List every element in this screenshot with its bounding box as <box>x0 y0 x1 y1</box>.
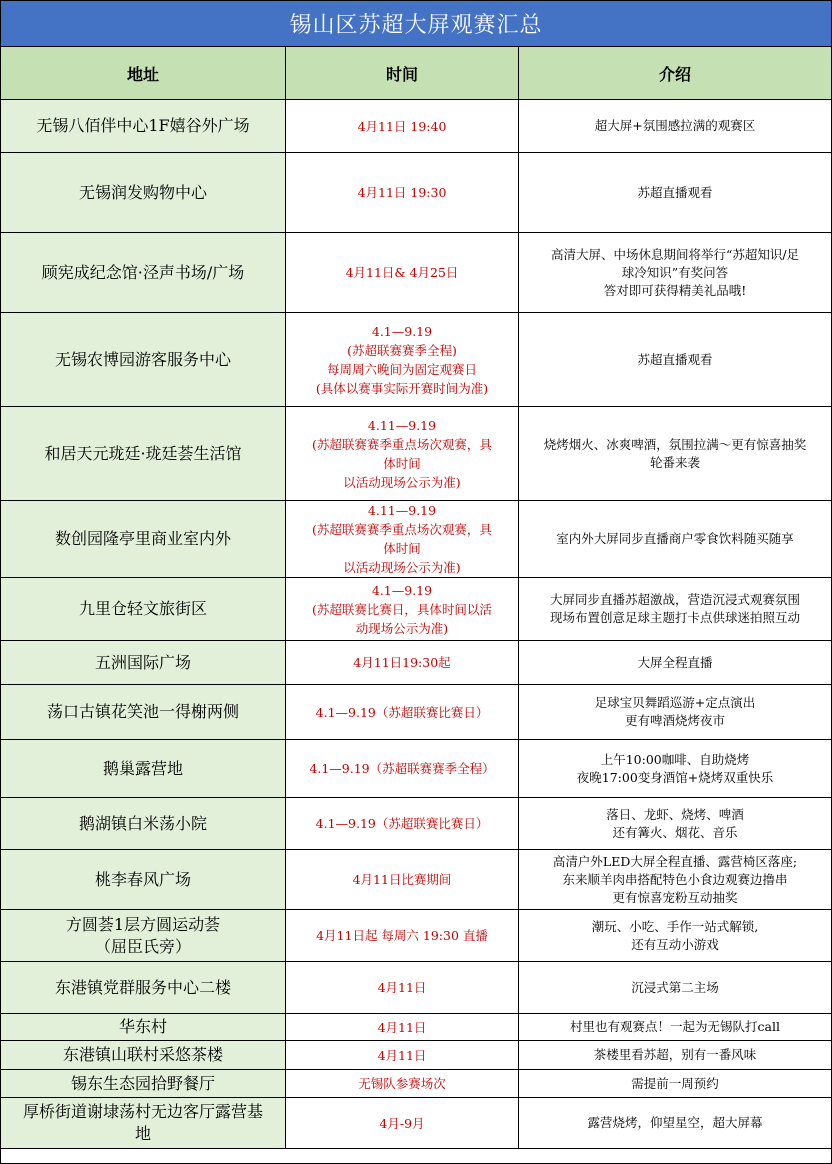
venue-address: 方圆荟1层方圆运动荟 （屈臣氏旁） <box>1 910 286 962</box>
venue-address: 和居天元珑廷·珑廷荟生活馆 <box>1 407 286 501</box>
venue-address: 东港镇山联村采悠茶楼 <box>1 1041 286 1070</box>
venue-time: 4月11日比赛期间 <box>286 850 519 910</box>
venue-time: 4月11日19:30起 <box>286 641 519 685</box>
venue-address: 东港镇党群服务中心二楼 <box>1 962 286 1014</box>
venue-time: 无锡队参赛场次 <box>286 1070 519 1098</box>
venue-time: 4月11日 19:40 <box>286 100 519 153</box>
venue-address: 无锡八佰伴中心1F嬉谷外广场 <box>1 100 286 153</box>
venue-intro: 潮玩、小吃、手作一站式解锁, 还有互动小游戏 <box>519 910 831 962</box>
venue-time: 4月11日 19:30 <box>286 153 519 233</box>
header-time: 时间 <box>286 47 519 100</box>
venue-intro: 足球宝贝舞蹈巡游+定点演出 更有啤酒烧烤夜市 <box>519 685 831 740</box>
venue-time: 4月11日 <box>286 962 519 1014</box>
header-intro: 介绍 <box>519 47 831 100</box>
venue-address: 鹅湖镇白米荡小院 <box>1 798 286 850</box>
venue-time: 4.1—9.19 (苏超联赛赛季全程) 每周周六晚间为固定观赛日 (具体以赛事实际开赛时间为准) <box>286 313 519 407</box>
venue-time: 4月11日 <box>286 1041 519 1070</box>
venue-address: 无锡润发购物中心 <box>1 153 286 233</box>
venue-time: 4.1—9.19 (苏超联赛比赛日，具体时间以活 动现场公示为准) <box>286 578 519 641</box>
venue-intro: 沉浸式第二主场 <box>519 962 831 1014</box>
venue-intro: 茶楼里看苏超，别有一番风味 <box>519 1041 831 1070</box>
venue-time: 4.1—9.19（苏超联赛比赛日） <box>286 798 519 850</box>
venue-intro: 烧烤烟火、冰爽啤酒，氛围拉满～更有惊喜抽奖 轮番来袭 <box>519 407 831 501</box>
venue-time: 4月11日起 每周六 19:30 直播 <box>286 910 519 962</box>
venue-time: 4月11日 <box>286 1014 519 1041</box>
venue-intro: 村里也有观赛点！一起为无锡队打call <box>519 1014 831 1041</box>
venue-address: 九里仓轻文旅街区 <box>1 578 286 641</box>
venue-address: 数创园隆亭里商业室内外 <box>1 501 286 578</box>
venue-address: 华东村 <box>1 1014 286 1041</box>
venue-address: 锡东生态园拾野餐厅 <box>1 1070 286 1098</box>
venue-intro: 落日、龙虾、烧烤、啤酒 还有篝火、烟花、音乐 <box>519 798 831 850</box>
venue-time: 4月-9月 <box>286 1098 519 1149</box>
venue-address: 荡口古镇花笑池一得榭两侧 <box>1 685 286 740</box>
venue-intro: 超大屏+氛围感拉满的观赛区 <box>519 100 831 153</box>
header-address: 地址 <box>1 47 286 100</box>
venue-address: 无锡农博园游客服务中心 <box>1 313 286 407</box>
venue-time: 4.1—9.19（苏超联赛赛季全程） <box>286 740 519 798</box>
venue-table <box>1 47 831 1149</box>
venue-intro: 苏超直播观看 <box>519 153 831 233</box>
venue-intro: 高清户外LED大屏全程直播、露营椅区落座; 东来顺羊肉串搭配特色小食边观赛边撸串 更有惊喜宠粉互动抽奖 <box>519 850 831 910</box>
venue-time: 4月11日& 4月25日 <box>286 233 519 313</box>
venue-intro: 室内外大屏同步直播商户零食饮料随买随享 <box>519 501 831 578</box>
venue-address: 顾宪成纪念馆·泾声书场/广场 <box>1 233 286 313</box>
venue-intro: 高清大屏、中场休息期间将举行“苏超知识/足 球冷知识”有奖问答 答对即可获得精美礼品哦! <box>519 233 831 313</box>
venue-intro: 苏超直播观看 <box>519 313 831 407</box>
venue-address: 五洲国际广场 <box>1 641 286 685</box>
venue-intro: 露营烧烤，仰望星空，超大屏幕 <box>519 1098 831 1149</box>
venue-intro: 上午10:00咖啡、自助烧烤 夜晚17:00变身酒馆+烧烤双重快乐 <box>519 740 831 798</box>
venue-time: 4.1—9.19（苏超联赛比赛日） <box>286 685 519 740</box>
venue-intro: 大屏同步直播苏超激战，营造沉浸式观赛氛围 现场布置创意足球主题打卡点供球迷拍照互动 <box>519 578 831 641</box>
venue-address: 桃李春风广场 <box>1 850 286 910</box>
venue-intro: 需提前一周预约 <box>519 1070 831 1098</box>
venue-time: 4.11—9.19 (苏超联赛赛季重点场次观赛，具 体时间 以活动现场公示为准) <box>286 501 519 578</box>
page-title: 锡山区苏超大屏观赛汇总 <box>1 1 831 47</box>
venue-intro: 大屏全程直播 <box>519 641 831 685</box>
venue-address: 鹅巢露营地 <box>1 740 286 798</box>
venue-address: 厚桥街道谢埭荡村无边客厅露营基 地 <box>1 1098 286 1149</box>
venue-time: 4.11—9.19 (苏超联赛赛季重点场次观赛，具 体时间 以活动现场公示为准) <box>286 407 519 501</box>
